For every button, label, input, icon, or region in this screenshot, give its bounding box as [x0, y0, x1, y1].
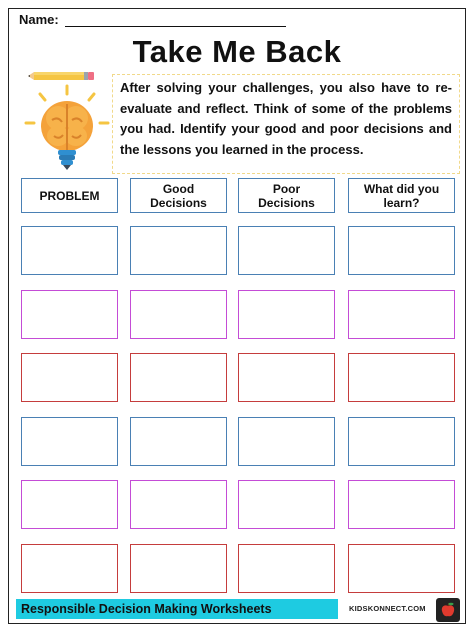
name-field — [19, 12, 286, 27]
answer-box-r3-c2[interactable] — [130, 353, 227, 402]
answer-box-r5-c1[interactable] — [21, 480, 118, 529]
answer-box-r1-c4[interactable] — [348, 226, 455, 275]
column-header-2: Poor Decisions — [238, 178, 335, 213]
answer-box-r5-c2[interactable] — [130, 480, 227, 529]
answer-box-r6-c4[interactable] — [348, 544, 455, 593]
column-header-0: PROBLEM — [21, 178, 118, 213]
answer-box-r2-c1[interactable] — [21, 290, 118, 339]
column-header-1: Good Decisions — [130, 178, 227, 213]
answer-box-r1-c2[interactable] — [130, 226, 227, 275]
answer-box-r6-c1[interactable] — [21, 544, 118, 593]
footer-title: Responsible Decision Making Worksheets — [16, 599, 338, 619]
answer-box-r5-c4[interactable] — [348, 480, 455, 529]
answer-box-r2-c2[interactable] — [130, 290, 227, 339]
answer-box-r4-c2[interactable] — [130, 417, 227, 466]
name-input-line[interactable] — [65, 15, 286, 27]
page-title: Take Me Back — [132, 34, 342, 69]
answer-box-r1-c1[interactable] — [21, 226, 118, 275]
answer-box-r3-c3[interactable] — [238, 353, 335, 402]
brain-icon — [41, 101, 93, 151]
instructions-text: After solving your challenges, you also have to re-evaluate and reflect. Think of some of the problems you had. Identify your good and poor decisions and the lessons you learned in the process. — [112, 74, 460, 174]
answer-box-r1-c3[interactable] — [238, 226, 335, 275]
apple-logo-icon — [436, 598, 460, 622]
answer-box-r4-c4[interactable] — [348, 417, 455, 466]
answer-box-r4-c1[interactable] — [21, 417, 118, 466]
pencil-icon — [28, 72, 94, 80]
brand-name: KIDSKONNECT.COM — [349, 604, 426, 613]
answer-box-r4-c3[interactable] — [238, 417, 335, 466]
bulb-base-icon — [58, 150, 76, 170]
name-label: Name: — [19, 12, 59, 27]
brain-lightbulb-illustration — [18, 66, 112, 172]
answer-box-r5-c3[interactable] — [238, 480, 335, 529]
answer-box-r3-c1[interactable] — [21, 353, 118, 402]
answer-box-r2-c4[interactable] — [348, 290, 455, 339]
answer-box-r6-c3[interactable] — [238, 544, 335, 593]
column-header-3: What did you learn? — [348, 178, 455, 213]
answer-box-r6-c2[interactable] — [130, 544, 227, 593]
answer-box-r3-c4[interactable] — [348, 353, 455, 402]
answer-box-r2-c3[interactable] — [238, 290, 335, 339]
